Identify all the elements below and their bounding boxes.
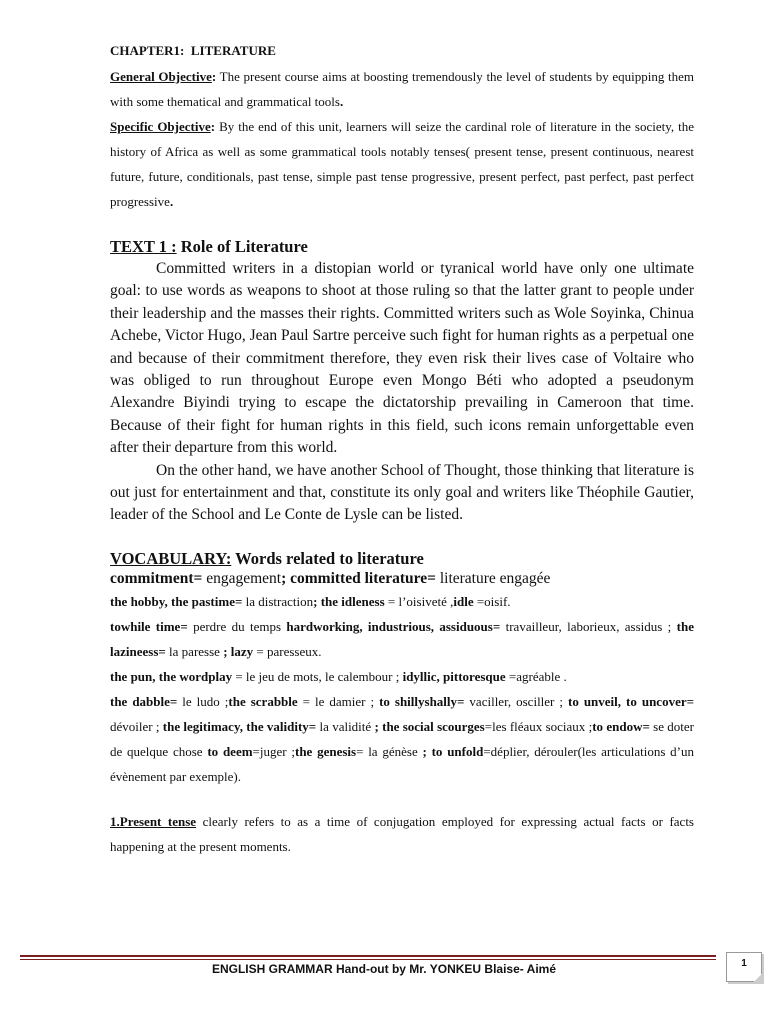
document-body xyxy=(110,40,694,859)
specific-objective-label: Specific Objective xyxy=(110,119,211,134)
chapter-label: CHAPTER1: xyxy=(110,43,185,58)
specific-objective: Specific Objective: By the end of this unit, learners will seize the cardinal role of literature in the society, the history of Africa as well as some grammatical tools notably tenses( present tense, present continuous, nearest future, future, conditionals, past tense, simple past tense progressive, present perfect, past perfect, past perfect progressive. xyxy=(110,119,695,209)
text1-label: TEXT 1 : xyxy=(110,237,177,256)
chapter-title: LITERATURE xyxy=(190,43,276,58)
page-number: 1 xyxy=(726,952,762,982)
vocabulary-paragraph-4: the pun, the wordplay = le jeu de mots, le calembour ; idyllic, pittoresque =agréable . xyxy=(110,668,567,684)
text1-paragraph-1: Committed writers in a distopian world or tyranical world have only one ultimate goal: to use words as weapons to shoot at those ruling so that the latter grant to people under their leadership and the masses their rights. Committed writers such as Wole Soyinka, Chinua Achebe, Victor Hugo, Jean Paul Sartre perceive such fight for human rights as a perpetual one and because of their commitment therefore, they even risk their lives case of Voltaire who was obliged to run throughout Europe even Mongo Béti who adopted a pseudonym Alexandre Biyindi trying to escape the dictatorship prevailing in Cameroon that time. Because of their fight for human rights in this field, such icons remain unforgettable even after their departure from this world. xyxy=(110,260,694,457)
present-tense-paragraph xyxy=(110,809,694,859)
vocabulary-line-2: the hobby, the pastime= la distraction; the idleness = l’oisiveté ,idle =oisif. xyxy=(110,593,511,609)
footer-rule-thin xyxy=(20,959,716,960)
general-objective-text: The present course aims at boosting tremendously the level of students by equipping them with some thematical and grammatical tools xyxy=(110,69,695,109)
vocabulary-paragraph-5: the dabble= le ludo ;the scrabble = le damier ; to shillyshally= vaciller, osciller ; to unveil, to uncover= dévoiler ; the legitimacy, the validity= la validité ; the social scourges=les fléaux sociaux ;to endow= se doter de quelque chose to deem=juger ;the genesis= la génèse ; to unfold=déplier, dérouler(les articulations d’un évènement par exemple). xyxy=(110,693,695,784)
vocabulary-title: Words related to literature xyxy=(231,548,424,568)
specific-objective-text: By the end of this unit, learners will seize the cardinal role of literature in the society, the history of Africa as well as some grammatical tools notably tenses( present tense, present continuous, nearest future, future, conditionals, past tense, simple past tense progressive, present perfect, past perfect, past perfect progressive xyxy=(110,119,695,209)
text1-heading xyxy=(110,236,694,258)
footer-rule xyxy=(20,955,716,957)
present-tense-label: 1.Present tense xyxy=(110,813,197,829)
general-objective: General Objective: The present course aims at boosting tremendously the level of students by equipping them with some thematical and grammatical tools. xyxy=(110,69,695,109)
vocabulary-paragraph-3: towhile time= perdre du temps hardworking, industrious, assiduous= travailleur, laborieux, assidus ; the lazineess= la paresse ; lazy = paresseux. xyxy=(110,618,694,659)
text1-paragraph-2: On the other hand, we have another School of Thought, those thinking that literature is out just for entertainment and that, constitute its only goal and writers like Théophile Gautier, leader of the School and Le Conte de Lysle can be listed. xyxy=(110,461,694,524)
vocabulary-label: VOCABULARY: xyxy=(110,548,232,568)
general-objective-label: General Objective xyxy=(110,69,212,84)
chapter-heading xyxy=(110,40,694,62)
text1-title: Role of Literature xyxy=(176,237,308,256)
page-footer: ENGLISH GRAMMAR Hand-out by Mr. YONKEU Blaise- Aimé xyxy=(211,962,557,976)
present-tense-text: clearly refers to as a time of conjugation employed for expressing actual facts or facts happening at the present moments. xyxy=(110,813,694,854)
vocabulary-heading xyxy=(110,549,694,569)
section-spacer xyxy=(110,789,694,809)
vocabulary-line-1: commitment= engagement; committed literature= literature engagée xyxy=(110,569,551,587)
